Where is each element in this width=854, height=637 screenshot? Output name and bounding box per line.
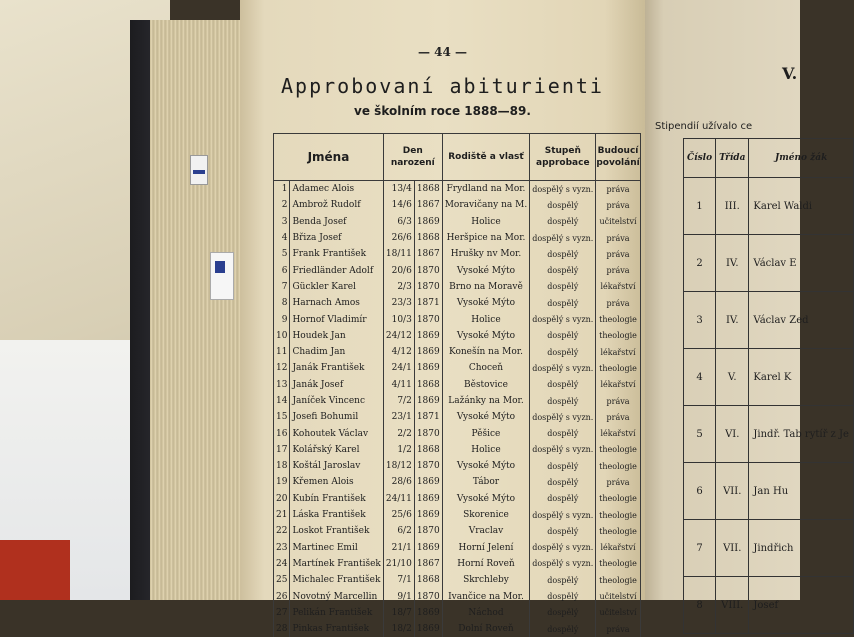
cell-n: 21 bbox=[274, 507, 290, 523]
cell-name: Koštál Jaroslav bbox=[290, 458, 383, 474]
cell-year: 1869 bbox=[414, 621, 442, 637]
table-row bbox=[274, 556, 641, 572]
cell-n: 4 bbox=[274, 230, 290, 246]
cell-class: VIII. bbox=[716, 577, 749, 634]
cell-grade: dospělý bbox=[530, 295, 596, 311]
cell-class: VII. bbox=[716, 463, 749, 520]
cell-grade: dospělý bbox=[530, 344, 596, 360]
cell-day: 6/3 bbox=[383, 214, 414, 230]
cell-name: Kolářský Karel bbox=[290, 442, 383, 458]
table-row bbox=[684, 178, 854, 235]
cell-year: 1867 bbox=[414, 197, 442, 213]
table-row bbox=[274, 279, 641, 295]
header-name: Jméno žák bbox=[749, 139, 854, 178]
page-title: Approbovaní abiturienti bbox=[240, 74, 645, 98]
table-row bbox=[684, 577, 854, 634]
cell-grade: dospělý s vyzn. bbox=[530, 360, 596, 376]
cell-grade: dospělý s vyzn. bbox=[530, 230, 596, 246]
cell-future: lékařství bbox=[596, 279, 640, 295]
cell-year: 1869 bbox=[414, 507, 442, 523]
cell-grade: dospělý bbox=[530, 621, 596, 637]
table-row bbox=[274, 572, 641, 588]
graduates-table bbox=[273, 133, 641, 637]
cell-n: 20 bbox=[274, 491, 290, 507]
header-future: Budoucí povolání bbox=[596, 134, 640, 181]
cell-name: Hornof Vladimír bbox=[290, 311, 383, 327]
table-row bbox=[274, 393, 641, 409]
cell-name: Jan Hu bbox=[749, 463, 854, 520]
cell-day: 13/4 bbox=[383, 181, 414, 198]
cell-grade: dospělý s vyzn. bbox=[530, 311, 596, 327]
cell-day: 24/11 bbox=[383, 491, 414, 507]
cell-place: Vysoké Mýto bbox=[442, 409, 530, 425]
table-row bbox=[274, 425, 641, 441]
cell-name: Josef bbox=[749, 577, 854, 634]
table-row bbox=[274, 409, 641, 425]
tab-marking bbox=[215, 261, 225, 273]
cell-n: 23 bbox=[274, 540, 290, 556]
cell-future: práva bbox=[596, 262, 640, 278]
cell-place: Náchod bbox=[442, 605, 530, 621]
table-row bbox=[684, 235, 854, 292]
table-row bbox=[274, 458, 641, 474]
cell-day: 18/12 bbox=[383, 458, 414, 474]
cell-future: theologie bbox=[596, 507, 640, 523]
cell-n: 28 bbox=[274, 621, 290, 637]
cell-name: Benda Josef bbox=[290, 214, 383, 230]
cell-name: Loskot František bbox=[290, 523, 383, 539]
header-class: Třída bbox=[716, 139, 749, 178]
cell-n: 19 bbox=[274, 474, 290, 490]
cell-year: 1869 bbox=[414, 214, 442, 230]
cell-name: Křemen Alois bbox=[290, 474, 383, 490]
cell-year: 1871 bbox=[414, 409, 442, 425]
page-subtitle: ve školním roce 1888—89. bbox=[240, 104, 645, 118]
cell-year: 1869 bbox=[414, 474, 442, 490]
cell-future: lékařství bbox=[596, 540, 640, 556]
table-body bbox=[274, 181, 641, 637]
cell-year: 1870 bbox=[414, 523, 442, 539]
cell-name: Chadim Jan bbox=[290, 344, 383, 360]
cell-future: theologie bbox=[596, 556, 640, 572]
table-row bbox=[274, 344, 641, 360]
cell-grade: dospělý bbox=[530, 214, 596, 230]
cell-class: IV. bbox=[716, 292, 749, 349]
cell-day: 10/3 bbox=[383, 311, 414, 327]
cell-name: Pelikán František bbox=[290, 605, 383, 621]
cell-place: Frydland na Mor. bbox=[442, 181, 530, 198]
cell-name: Michalec František bbox=[290, 572, 383, 588]
bookmark-tab[interactable] bbox=[210, 252, 234, 300]
cell-class: VI. bbox=[716, 406, 749, 463]
cell-future: učitelství bbox=[596, 605, 640, 621]
cell-place: Brno na Moravě bbox=[442, 279, 530, 295]
cell-n: 1 bbox=[274, 181, 290, 198]
cell-grade: dospělý bbox=[530, 246, 596, 262]
cell-year: 1868 bbox=[414, 572, 442, 588]
cell-future: učitelství bbox=[596, 214, 640, 230]
header-origin: Rodiště a vlasť bbox=[442, 134, 530, 181]
cell-day: 1/2 bbox=[383, 442, 414, 458]
table-row bbox=[274, 214, 641, 230]
cell-future: theologie bbox=[596, 311, 640, 327]
cell-year: 1871 bbox=[414, 295, 442, 311]
cell-future: práva bbox=[596, 409, 640, 425]
table-row bbox=[274, 311, 641, 327]
cell-day: 4/12 bbox=[383, 344, 414, 360]
cell-year: 1870 bbox=[414, 311, 442, 327]
cell-name: Karel K bbox=[749, 349, 854, 406]
cell-name: Harnach Amos bbox=[290, 295, 383, 311]
table-row bbox=[274, 540, 641, 556]
cell-place: Vysoké Mýto bbox=[442, 262, 530, 278]
table-row bbox=[274, 588, 641, 604]
cell-name: Josefi Bohumil bbox=[290, 409, 383, 425]
table-row bbox=[274, 442, 641, 458]
tab-marking bbox=[193, 170, 205, 174]
cell-class: III. bbox=[716, 178, 749, 235]
cell-future: práva bbox=[596, 474, 640, 490]
table-row bbox=[274, 262, 641, 278]
cell-no: 7 bbox=[684, 520, 716, 577]
cell-n: 18 bbox=[274, 458, 290, 474]
cell-year: 1869 bbox=[414, 491, 442, 507]
cell-place: Dolní Roveň bbox=[442, 621, 530, 637]
cell-future: lékařství bbox=[596, 425, 640, 441]
cell-day: 21/1 bbox=[383, 540, 414, 556]
cell-n: 7 bbox=[274, 279, 290, 295]
cell-n: 27 bbox=[274, 605, 290, 621]
cell-n: 14 bbox=[274, 393, 290, 409]
cell-grade: dospělý bbox=[530, 425, 596, 441]
cell-n: 11 bbox=[274, 344, 290, 360]
cell-place: Holice bbox=[442, 442, 530, 458]
cell-day: 2/3 bbox=[383, 279, 414, 295]
table-row bbox=[274, 197, 641, 213]
table-row bbox=[274, 246, 641, 262]
cell-future: práva bbox=[596, 230, 640, 246]
cell-year: 1868 bbox=[414, 442, 442, 458]
cell-place: Hrušky nv Mor. bbox=[442, 246, 530, 262]
table-row bbox=[274, 328, 641, 344]
cell-place: Skorenice bbox=[442, 507, 530, 523]
cell-year: 1868 bbox=[414, 230, 442, 246]
cell-no: 4 bbox=[684, 349, 716, 406]
cell-grade: dospělý s vyzn. bbox=[530, 181, 596, 198]
cell-year: 1869 bbox=[414, 344, 442, 360]
cell-class: IV. bbox=[716, 235, 749, 292]
cell-day: 7/2 bbox=[383, 393, 414, 409]
background-red-object bbox=[0, 540, 70, 600]
cell-name: Láska František bbox=[290, 507, 383, 523]
cell-day: 4/11 bbox=[383, 377, 414, 393]
cell-n: 2 bbox=[274, 197, 290, 213]
cell-name: Jindřich bbox=[749, 520, 854, 577]
cell-place: Konešín na Mor. bbox=[442, 344, 530, 360]
cell-grade: dospělý bbox=[530, 328, 596, 344]
cell-day: 18/11 bbox=[383, 246, 414, 262]
cell-grade: dospělý bbox=[530, 458, 596, 474]
cell-day: 23/3 bbox=[383, 295, 414, 311]
cell-grade: dospělý s vyzn. bbox=[530, 442, 596, 458]
cell-year: 1870 bbox=[414, 279, 442, 295]
table-row bbox=[274, 507, 641, 523]
cell-place: Horní Jelení bbox=[442, 540, 530, 556]
table-header-row bbox=[684, 139, 854, 178]
cell-place: Běstovice bbox=[442, 377, 530, 393]
cell-name: Houdek Jan bbox=[290, 328, 383, 344]
cell-no: 5 bbox=[684, 406, 716, 463]
cell-day: 26/6 bbox=[383, 230, 414, 246]
table-row bbox=[684, 349, 854, 406]
table-row bbox=[274, 295, 641, 311]
table-row bbox=[274, 230, 641, 246]
cell-grade: dospělý bbox=[530, 474, 596, 490]
cell-name: Gückler Karel bbox=[290, 279, 383, 295]
cell-place: Lažánky na Mor. bbox=[442, 393, 530, 409]
cell-grade: dospělý bbox=[530, 523, 596, 539]
header-birth: Den narození bbox=[383, 134, 442, 181]
cell-future: theologie bbox=[596, 442, 640, 458]
cell-place: Holice bbox=[442, 311, 530, 327]
cell-grade: dospělý bbox=[530, 605, 596, 621]
cell-future: práva bbox=[596, 621, 640, 637]
cell-year: 1867 bbox=[414, 246, 442, 262]
cell-no: 3 bbox=[684, 292, 716, 349]
cell-name: Friedländer Adolf bbox=[290, 262, 383, 278]
cell-year: 1869 bbox=[414, 328, 442, 344]
cell-n: 25 bbox=[274, 572, 290, 588]
cell-name: Karel Waldi bbox=[749, 178, 854, 235]
bookmark-tab[interactable] bbox=[190, 155, 208, 185]
cell-grade: dospělý s vyzn. bbox=[530, 556, 596, 572]
cell-day: 7/1 bbox=[383, 572, 414, 588]
table-row bbox=[684, 520, 854, 577]
cell-year: 1868 bbox=[414, 181, 442, 198]
table-row bbox=[684, 463, 854, 520]
cell-grade: dospělý bbox=[530, 393, 596, 409]
cell-future: lékařství bbox=[596, 377, 640, 393]
section-subtitle: Stipendií užívalo ce bbox=[655, 121, 752, 132]
stipend-table bbox=[683, 138, 854, 634]
cell-name: Martinec Emil bbox=[290, 540, 383, 556]
cell-name: Janák Josef bbox=[290, 377, 383, 393]
cell-future: theologie bbox=[596, 328, 640, 344]
cell-grade: dospělý bbox=[530, 491, 596, 507]
cell-year: 1870 bbox=[414, 425, 442, 441]
cell-place: Pěšice bbox=[442, 425, 530, 441]
table-row bbox=[274, 621, 641, 637]
cell-grade: dospělý s vyzn. bbox=[530, 507, 596, 523]
cell-name: Kubín František bbox=[290, 491, 383, 507]
cell-day: 14/6 bbox=[383, 197, 414, 213]
cell-name: Janíček Vincenc bbox=[290, 393, 383, 409]
header-names: Jména bbox=[274, 134, 384, 181]
cell-day: 2/2 bbox=[383, 425, 414, 441]
left-book-page bbox=[240, 0, 645, 600]
cell-place: Ivančice na Mor. bbox=[442, 588, 530, 604]
cell-grade: dospělý bbox=[530, 377, 596, 393]
cell-grade: dospělý bbox=[530, 197, 596, 213]
right-book-page bbox=[645, 0, 800, 600]
cell-grade: dospělý bbox=[530, 279, 596, 295]
cell-future: práva bbox=[596, 246, 640, 262]
cell-name: Pinkas František bbox=[290, 621, 383, 637]
table-row bbox=[274, 474, 641, 490]
cell-place: Moravičany na M. bbox=[442, 197, 530, 213]
cell-place: Horní Roveň bbox=[442, 556, 530, 572]
header-number: Číslo bbox=[684, 139, 716, 178]
cell-day: 18/7 bbox=[383, 605, 414, 621]
cell-n: 5 bbox=[274, 246, 290, 262]
book-page-edges bbox=[150, 20, 245, 600]
cell-place: Tábor bbox=[442, 474, 530, 490]
cell-future: učitelství bbox=[596, 588, 640, 604]
cell-no: 6 bbox=[684, 463, 716, 520]
cell-year: 1869 bbox=[414, 360, 442, 376]
cell-day: 6/2 bbox=[383, 523, 414, 539]
cell-future: práva bbox=[596, 393, 640, 409]
cell-place: Vysoké Mýto bbox=[442, 491, 530, 507]
cell-year: 1870 bbox=[414, 262, 442, 278]
cell-year: 1867 bbox=[414, 556, 442, 572]
cell-name: Adamec Alois bbox=[290, 181, 383, 198]
cell-future: theologie bbox=[596, 360, 640, 376]
table-row bbox=[274, 181, 641, 198]
cell-place: Heršpice na Mor. bbox=[442, 230, 530, 246]
cell-day: 28/6 bbox=[383, 474, 414, 490]
table-header-row bbox=[274, 134, 641, 181]
section-header: V. bbox=[782, 64, 797, 83]
cell-year: 1869 bbox=[414, 393, 442, 409]
cell-n: 3 bbox=[274, 214, 290, 230]
page-number: — 44 — bbox=[240, 45, 645, 59]
cell-name: Václav E bbox=[749, 235, 854, 292]
cell-grade: dospělý s vyzn. bbox=[530, 540, 596, 556]
cell-place: Vraclav bbox=[442, 523, 530, 539]
cell-class: V. bbox=[716, 349, 749, 406]
table-row bbox=[684, 292, 854, 349]
cell-name: Jindř. Tab rytíř z Je bbox=[749, 406, 854, 463]
cell-year: 1869 bbox=[414, 605, 442, 621]
cell-day: 23/1 bbox=[383, 409, 414, 425]
cell-n: 24 bbox=[274, 556, 290, 572]
cell-name: Ambrož Rudolf bbox=[290, 197, 383, 213]
cell-day: 18/2 bbox=[383, 621, 414, 637]
cell-future: theologie bbox=[596, 491, 640, 507]
cell-name: Frank František bbox=[290, 246, 383, 262]
table-row bbox=[274, 491, 641, 507]
cell-no: 2 bbox=[684, 235, 716, 292]
cell-day: 25/6 bbox=[383, 507, 414, 523]
cell-grade: dospělý bbox=[530, 588, 596, 604]
table-row bbox=[274, 605, 641, 621]
cell-no: 8 bbox=[684, 577, 716, 634]
cell-class: VII. bbox=[716, 520, 749, 577]
cell-year: 1870 bbox=[414, 588, 442, 604]
cell-n: 15 bbox=[274, 409, 290, 425]
cell-place: Vysoké Mýto bbox=[442, 295, 530, 311]
cell-place: Vysoké Mýto bbox=[442, 458, 530, 474]
cell-name: Janák František bbox=[290, 360, 383, 376]
cell-year: 1870 bbox=[414, 458, 442, 474]
cell-year: 1868 bbox=[414, 377, 442, 393]
cell-day: 24/12 bbox=[383, 328, 414, 344]
cell-future: práva bbox=[596, 181, 640, 198]
cell-day: 9/1 bbox=[383, 588, 414, 604]
cell-name: Kohoutek Václav bbox=[290, 425, 383, 441]
cell-future: theologie bbox=[596, 458, 640, 474]
cell-future: theologie bbox=[596, 572, 640, 588]
cell-year: 1869 bbox=[414, 540, 442, 556]
table-row bbox=[274, 360, 641, 376]
table-body bbox=[684, 178, 854, 634]
cell-grade: dospělý bbox=[530, 262, 596, 278]
table-row bbox=[684, 406, 854, 463]
cell-day: 21/10 bbox=[383, 556, 414, 572]
cell-place: Choceň bbox=[442, 360, 530, 376]
cell-n: 13 bbox=[274, 377, 290, 393]
cell-name: Václav Zed bbox=[749, 292, 854, 349]
cell-future: theologie bbox=[596, 523, 640, 539]
table-row bbox=[274, 377, 641, 393]
cell-n: 17 bbox=[274, 442, 290, 458]
cell-n: 22 bbox=[274, 523, 290, 539]
cell-n: 8 bbox=[274, 295, 290, 311]
cell-day: 24/1 bbox=[383, 360, 414, 376]
cell-n: 6 bbox=[274, 262, 290, 278]
cell-n: 26 bbox=[274, 588, 290, 604]
cell-no: 1 bbox=[684, 178, 716, 235]
table-row bbox=[274, 523, 641, 539]
header-grade: Stupeň approbace bbox=[530, 134, 596, 181]
cell-day: 20/6 bbox=[383, 262, 414, 278]
cell-n: 9 bbox=[274, 311, 290, 327]
cell-n: 12 bbox=[274, 360, 290, 376]
cell-future: lékařství bbox=[596, 344, 640, 360]
cell-n: 16 bbox=[274, 425, 290, 441]
cell-place: Holice bbox=[442, 214, 530, 230]
cell-place: Skrchleby bbox=[442, 572, 530, 588]
cell-grade: dospělý bbox=[530, 572, 596, 588]
cell-future: práva bbox=[596, 197, 640, 213]
cell-n: 10 bbox=[274, 328, 290, 344]
cell-place: Vysoké Mýto bbox=[442, 328, 530, 344]
cell-name: Břiza Josef bbox=[290, 230, 383, 246]
cell-name: Martínek František bbox=[290, 556, 383, 572]
cell-future: práva bbox=[596, 295, 640, 311]
cell-grade: dospělý s vyzn. bbox=[530, 409, 596, 425]
cell-name: Novotný Marcellin bbox=[290, 588, 383, 604]
